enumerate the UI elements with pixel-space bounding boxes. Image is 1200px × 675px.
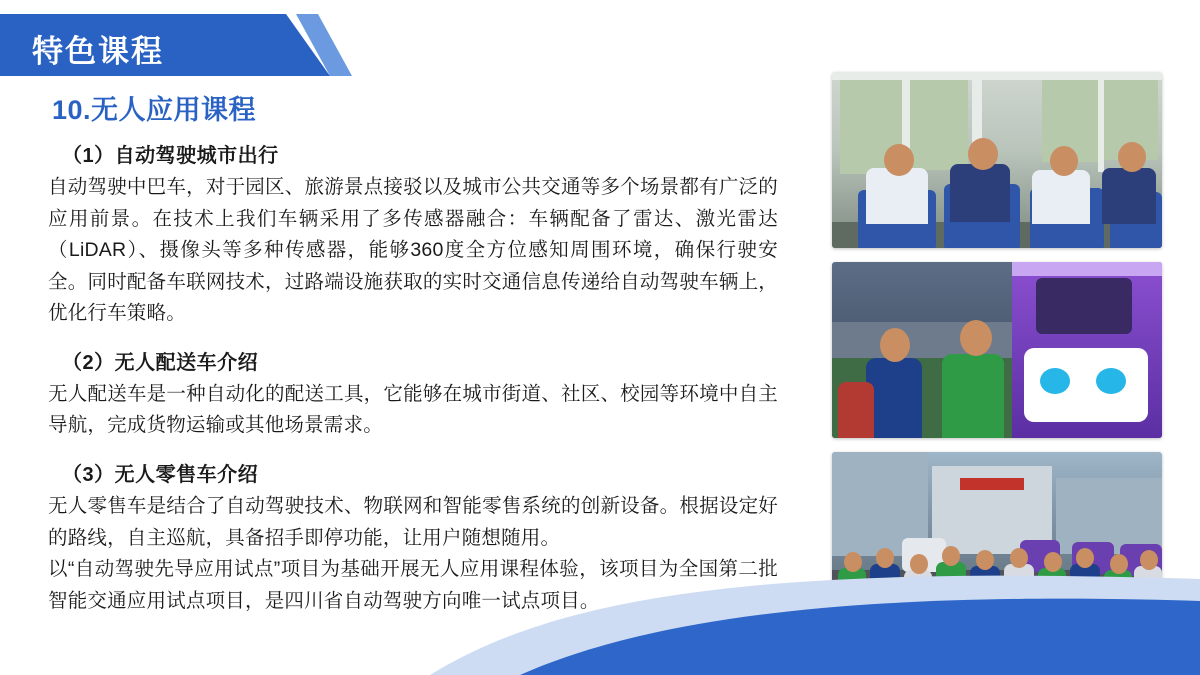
photo-painted-vehicle — [832, 262, 1162, 438]
block-2-heading: （2）无人配送车介绍 — [62, 351, 259, 374]
block-3-paragraph-1: 无人零售车是结合了自动驾驶技术、物联网和智能零售系统的创新设备。根据设定好的路线，自主巡航，具备招手即停功能，让用户随想随用。 — [48, 495, 778, 549]
spacer — [48, 332, 778, 340]
block-1-paragraph: 自动驾驶中巴车，对于园区、旅游景点接驳以及城市公共交通等多个场景都有广泛的应用前景。在技术上我们车辆采用了多传感器融合：车辆配备了雷达、激光雷达（LiDAR）、摄像头等多种传感器，能够360度全方位感知周围环境，确保行驶安全。同时配备车联网技术，过路端设施获取的实时交通信息传递给自动驾驶车辆上，优化行车策略。 — [48, 176, 778, 325]
photo-bus-interior — [832, 72, 1162, 248]
block-2-paragraph: 无人配送车是一种自动化的配送工具，它能够在城市街道、社区、校园等环境中自主导航，完成货物运输或其他场景需求。 — [48, 382, 778, 437]
section-title: 10.无人应用课程 — [52, 95, 257, 125]
block-2 — [48, 346, 778, 442]
wave-decoration-dark — [0, 585, 1200, 675]
block-3-heading: （3）无人零售车介绍 — [62, 464, 259, 487]
content-column — [48, 88, 778, 619]
page-title: 特色课程 — [32, 34, 164, 69]
block-3-paragraph-2: 以“自动驾驶先导应用试点”项目为基础开展无人应用课程体验，该项目为全国第二批智能交通应用试点项目，是四川省自动驾驶方向唯一试点项目。 — [48, 558, 778, 612]
block-1 — [48, 139, 778, 330]
spacer — [48, 444, 778, 452]
block-1-heading: （1）自动驾驶城市出行 — [62, 145, 279, 167]
